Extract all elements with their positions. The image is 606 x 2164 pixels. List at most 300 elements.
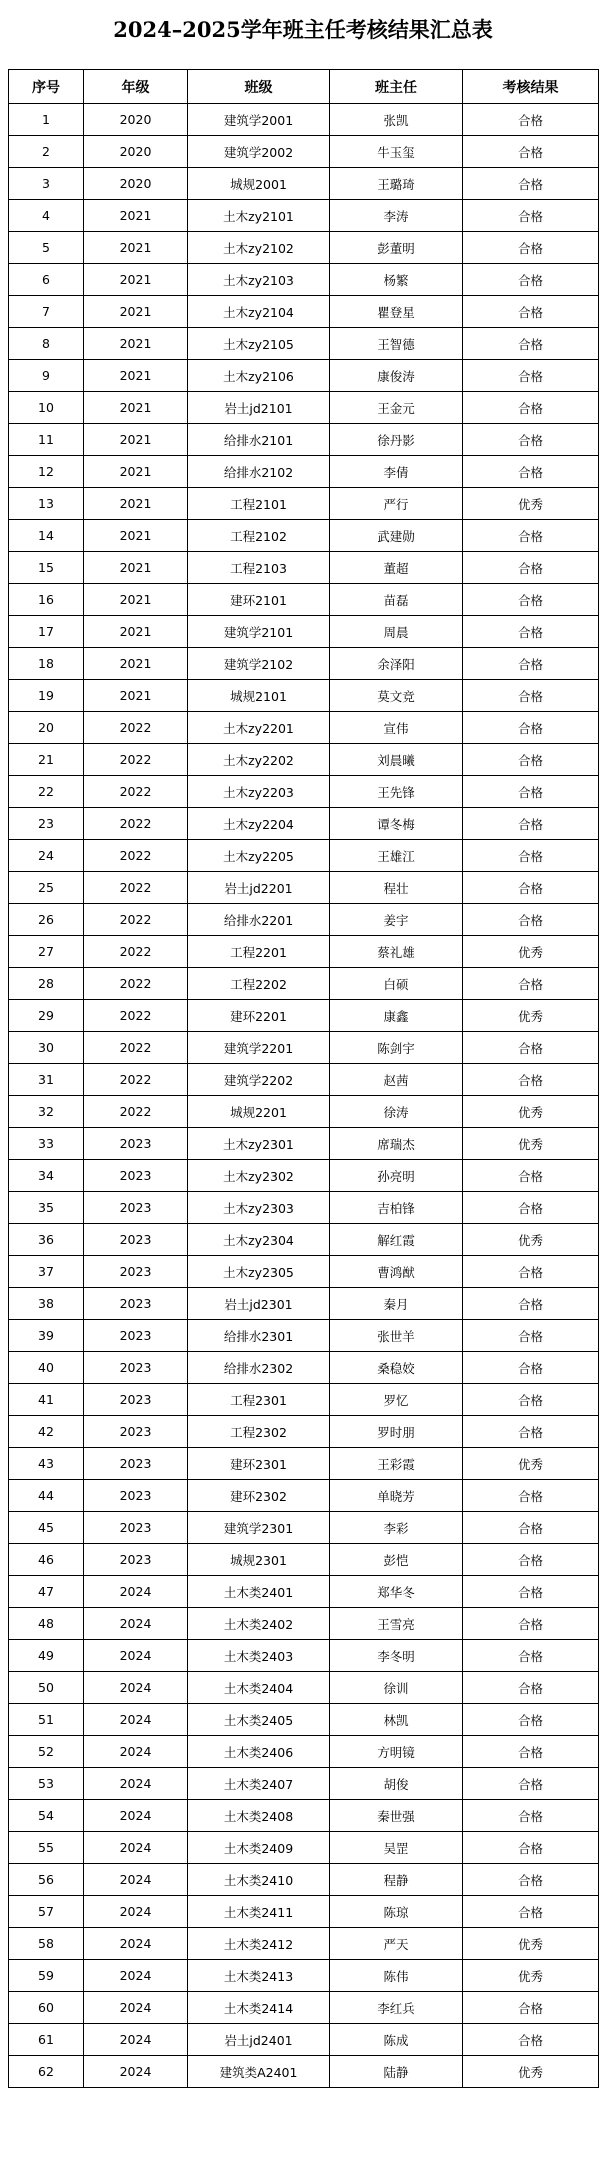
cell-result: 优秀 [463, 1960, 599, 1992]
cell-result: 合格 [463, 1640, 599, 1672]
cell-result: 合格 [463, 1256, 599, 1288]
cell-index: 5 [9, 232, 84, 264]
cell-grade: 2021 [84, 360, 188, 392]
cell-index: 8 [9, 328, 84, 360]
table-row [9, 1544, 599, 1576]
cell-grade: 2024 [84, 1608, 188, 1640]
cell-grade: 2022 [84, 904, 188, 936]
table-row [9, 1608, 599, 1640]
cell-grade: 2023 [84, 1192, 188, 1224]
cell-class: 建环2201 [188, 1000, 330, 1032]
cell-class: 土木类2407 [188, 1768, 330, 1800]
cell-index: 46 [9, 1544, 84, 1576]
cell-index: 21 [9, 744, 84, 776]
cell-class: 土木zy2103 [188, 264, 330, 296]
table-row [9, 776, 599, 808]
cell-teacher: 单晓芳 [330, 1480, 463, 1512]
table-row [9, 1640, 599, 1672]
cell-grade: 2023 [84, 1480, 188, 1512]
cell-index: 55 [9, 1832, 84, 1864]
cell-index: 16 [9, 584, 84, 616]
cell-grade: 2022 [84, 808, 188, 840]
cell-class: 建环2302 [188, 1480, 330, 1512]
cell-class: 工程2101 [188, 488, 330, 520]
table-row [9, 456, 599, 488]
cell-index: 4 [9, 200, 84, 232]
cell-result: 合格 [463, 1768, 599, 1800]
cell-grade: 2021 [84, 424, 188, 456]
cell-grade: 2023 [84, 1448, 188, 1480]
cell-teacher: 陈琼 [330, 1896, 463, 1928]
cell-class: 土木类2413 [188, 1960, 330, 1992]
cell-result: 合格 [463, 360, 599, 392]
cell-teacher: 方明镜 [330, 1736, 463, 1768]
cell-class: 岩土jd2301 [188, 1288, 330, 1320]
cell-class: 工程2202 [188, 968, 330, 1000]
cell-class: 土木类2403 [188, 1640, 330, 1672]
cell-class: 建环2101 [188, 584, 330, 616]
cell-result: 合格 [463, 296, 599, 328]
cell-result: 合格 [463, 872, 599, 904]
cell-index: 42 [9, 1416, 84, 1448]
cell-teacher: 徐训 [330, 1672, 463, 1704]
cell-teacher: 周晨 [330, 616, 463, 648]
cell-teacher: 张凯 [330, 104, 463, 136]
cell-result: 合格 [463, 1704, 599, 1736]
cell-grade: 2024 [84, 1704, 188, 1736]
cell-teacher: 李彩 [330, 1512, 463, 1544]
cell-grade: 2022 [84, 744, 188, 776]
cell-teacher: 吴罡 [330, 1832, 463, 1864]
cell-teacher: 秦世强 [330, 1800, 463, 1832]
cell-result: 合格 [463, 264, 599, 296]
cell-teacher: 王雄江 [330, 840, 463, 872]
table-row [9, 872, 599, 904]
cell-grade: 2020 [84, 104, 188, 136]
cell-grade: 2021 [84, 456, 188, 488]
cell-result: 合格 [463, 1864, 599, 1896]
table-row [9, 1576, 599, 1608]
cell-class: 岩土jd2201 [188, 872, 330, 904]
table-body [9, 104, 599, 2088]
table-row [9, 1256, 599, 1288]
cell-grade: 2022 [84, 1000, 188, 1032]
cell-class: 土木zy2201 [188, 712, 330, 744]
cell-result: 合格 [463, 1992, 599, 2024]
cell-teacher: 彭董明 [330, 232, 463, 264]
cell-grade: 2021 [84, 680, 188, 712]
cell-teacher: 苗磊 [330, 584, 463, 616]
cell-grade: 2024 [84, 1864, 188, 1896]
cell-teacher: 王璐琦 [330, 168, 463, 200]
table-row [9, 584, 599, 616]
cell-index: 15 [9, 552, 84, 584]
cell-class: 工程2201 [188, 936, 330, 968]
cell-class: 城规2301 [188, 1544, 330, 1576]
table-row [9, 808, 599, 840]
cell-index: 25 [9, 872, 84, 904]
cell-result: 优秀 [463, 936, 599, 968]
table-row [9, 200, 599, 232]
cell-index: 18 [9, 648, 84, 680]
cell-index: 40 [9, 1352, 84, 1384]
table-row [9, 968, 599, 1000]
cell-grade: 2021 [84, 520, 188, 552]
cell-class: 给排水2302 [188, 1352, 330, 1384]
table-row [9, 1480, 599, 1512]
table-row [9, 1224, 599, 1256]
cell-class: 土木类2410 [188, 1864, 330, 1896]
cell-grade: 2021 [84, 488, 188, 520]
cell-grade: 2024 [84, 1928, 188, 1960]
table-row [9, 104, 599, 136]
cell-teacher: 解红霞 [330, 1224, 463, 1256]
table-row [9, 1032, 599, 1064]
cell-grade: 2022 [84, 936, 188, 968]
cell-result: 合格 [463, 808, 599, 840]
cell-grade: 2024 [84, 1960, 188, 1992]
table-row [9, 552, 599, 584]
cell-grade: 2024 [84, 2056, 188, 2088]
cell-class: 土木zy2204 [188, 808, 330, 840]
cell-teacher: 余泽阳 [330, 648, 463, 680]
table-row [9, 1320, 599, 1352]
cell-teacher: 李倩 [330, 456, 463, 488]
cell-class: 土木类2412 [188, 1928, 330, 1960]
cell-grade: 2024 [84, 1576, 188, 1608]
cell-grade: 2022 [84, 1064, 188, 1096]
cell-result: 合格 [463, 1192, 599, 1224]
cell-teacher: 曹鸿猷 [330, 1256, 463, 1288]
cell-index: 35 [9, 1192, 84, 1224]
cell-result: 合格 [463, 328, 599, 360]
table-header [9, 70, 599, 104]
cell-grade: 2021 [84, 392, 188, 424]
cell-index: 33 [9, 1128, 84, 1160]
table-row [9, 1128, 599, 1160]
cell-class: 工程2103 [188, 552, 330, 584]
cell-result: 合格 [463, 168, 599, 200]
cell-teacher: 郑华冬 [330, 1576, 463, 1608]
cell-result: 合格 [463, 584, 599, 616]
table-row [9, 1384, 599, 1416]
cell-index: 20 [9, 712, 84, 744]
table-row [9, 1704, 599, 1736]
cell-grade: 2021 [84, 648, 188, 680]
cell-teacher: 李冬明 [330, 1640, 463, 1672]
cell-grade: 2021 [84, 200, 188, 232]
cell-result: 合格 [463, 648, 599, 680]
cell-teacher: 严行 [330, 488, 463, 520]
cell-index: 7 [9, 296, 84, 328]
cell-result: 优秀 [463, 1448, 599, 1480]
table-row [9, 1672, 599, 1704]
cell-grade: 2021 [84, 296, 188, 328]
cell-teacher: 程壮 [330, 872, 463, 904]
table-row [9, 840, 599, 872]
page-title: 2024–2025学年班主任考核结果汇总表 [113, 17, 493, 42]
cell-result: 合格 [463, 1384, 599, 1416]
table-row [9, 1800, 599, 1832]
cell-result: 合格 [463, 2024, 599, 2056]
cell-class: 土木zy2105 [188, 328, 330, 360]
cell-result: 合格 [463, 1320, 599, 1352]
cell-index: 60 [9, 1992, 84, 2024]
cell-class: 土木zy2102 [188, 232, 330, 264]
cell-class: 工程2302 [188, 1416, 330, 1448]
cell-teacher: 谭冬梅 [330, 808, 463, 840]
cell-index: 58 [9, 1928, 84, 1960]
cell-grade: 2021 [84, 264, 188, 296]
cell-class: 岩土jd2101 [188, 392, 330, 424]
table-row [9, 232, 599, 264]
cell-teacher: 孙亮明 [330, 1160, 463, 1192]
cell-index: 47 [9, 1576, 84, 1608]
cell-index: 28 [9, 968, 84, 1000]
cell-grade: 2021 [84, 328, 188, 360]
table-row [9, 616, 599, 648]
table-row [9, 2024, 599, 2056]
cell-index: 56 [9, 1864, 84, 1896]
cell-index: 30 [9, 1032, 84, 1064]
cell-teacher: 王智德 [330, 328, 463, 360]
cell-grade: 2024 [84, 2024, 188, 2056]
cell-class: 建筑学2002 [188, 136, 330, 168]
header-teacher: 班主任 [330, 70, 463, 104]
cell-result: 合格 [463, 1032, 599, 1064]
cell-grade: 2024 [84, 1640, 188, 1672]
cell-grade: 2023 [84, 1416, 188, 1448]
cell-class: 给排水2301 [188, 1320, 330, 1352]
cell-teacher: 李涛 [330, 200, 463, 232]
cell-grade: 2023 [84, 1320, 188, 1352]
cell-index: 2 [9, 136, 84, 168]
table-row [9, 2056, 599, 2088]
cell-result: 合格 [463, 1896, 599, 1928]
cell-class: 土木zy2305 [188, 1256, 330, 1288]
cell-grade: 2023 [84, 1288, 188, 1320]
cell-result: 优秀 [463, 2056, 599, 2088]
cell-teacher: 程静 [330, 1864, 463, 1896]
cell-class: 土木类2404 [188, 1672, 330, 1704]
cell-grade: 2023 [84, 1160, 188, 1192]
table-row [9, 1064, 599, 1096]
cell-grade: 2024 [84, 1896, 188, 1928]
cell-index: 37 [9, 1256, 84, 1288]
cell-class: 建筑学2301 [188, 1512, 330, 1544]
cell-index: 3 [9, 168, 84, 200]
cell-grade: 2023 [84, 1224, 188, 1256]
cell-result: 合格 [463, 1352, 599, 1384]
cell-grade: 2022 [84, 968, 188, 1000]
cell-index: 11 [9, 424, 84, 456]
cell-class: 建筑学2101 [188, 616, 330, 648]
cell-grade: 2021 [84, 552, 188, 584]
cell-result: 合格 [463, 1608, 599, 1640]
cell-index: 29 [9, 1000, 84, 1032]
cell-class: 土木类2405 [188, 1704, 330, 1736]
cell-index: 24 [9, 840, 84, 872]
cell-teacher: 刘晨曦 [330, 744, 463, 776]
cell-index: 50 [9, 1672, 84, 1704]
cell-teacher: 秦月 [330, 1288, 463, 1320]
cell-result: 优秀 [463, 1128, 599, 1160]
table-row [9, 1096, 599, 1128]
cell-class: 建筑学2001 [188, 104, 330, 136]
cell-class: 土木zy2303 [188, 1192, 330, 1224]
cell-class: 土木zy2205 [188, 840, 330, 872]
table-row [9, 136, 599, 168]
table-row [9, 1192, 599, 1224]
cell-grade: 2023 [84, 1128, 188, 1160]
table-row [9, 424, 599, 456]
table-row [9, 1768, 599, 1800]
table-row [9, 1896, 599, 1928]
table-row [9, 488, 599, 520]
cell-result: 合格 [463, 1160, 599, 1192]
cell-index: 41 [9, 1384, 84, 1416]
cell-teacher: 徐丹影 [330, 424, 463, 456]
cell-index: 31 [9, 1064, 84, 1096]
cell-result: 合格 [463, 1736, 599, 1768]
cell-result: 合格 [463, 712, 599, 744]
cell-index: 57 [9, 1896, 84, 1928]
cell-result: 优秀 [463, 1224, 599, 1256]
cell-class: 城规2101 [188, 680, 330, 712]
cell-class: 土木zy2302 [188, 1160, 330, 1192]
cell-index: 6 [9, 264, 84, 296]
cell-grade: 2020 [84, 168, 188, 200]
header-row [9, 70, 599, 104]
cell-grade: 2022 [84, 712, 188, 744]
cell-index: 59 [9, 1960, 84, 1992]
cell-result: 合格 [463, 520, 599, 552]
cell-grade: 2024 [84, 1992, 188, 2024]
cell-index: 61 [9, 2024, 84, 2056]
cell-index: 32 [9, 1096, 84, 1128]
table-row [9, 1832, 599, 1864]
cell-result: 合格 [463, 1288, 599, 1320]
cell-index: 12 [9, 456, 84, 488]
table-row [9, 712, 599, 744]
table-row [9, 264, 599, 296]
result-table [8, 69, 599, 2088]
table-row [9, 520, 599, 552]
table-row [9, 1736, 599, 1768]
table-row [9, 1160, 599, 1192]
cell-result: 合格 [463, 616, 599, 648]
header-grade: 年级 [84, 70, 188, 104]
cell-result: 合格 [463, 1480, 599, 1512]
table-row [9, 1960, 599, 1992]
cell-teacher: 王雪亮 [330, 1608, 463, 1640]
table-row [9, 744, 599, 776]
cell-index: 44 [9, 1480, 84, 1512]
cell-class: 城规2201 [188, 1096, 330, 1128]
cell-result: 合格 [463, 1064, 599, 1096]
table-row [9, 1416, 599, 1448]
cell-class: 岩土jd2401 [188, 2024, 330, 2056]
table-row [9, 392, 599, 424]
cell-result: 优秀 [463, 1928, 599, 1960]
cell-class: 土木类2406 [188, 1736, 330, 1768]
cell-index: 49 [9, 1640, 84, 1672]
cell-teacher: 王先锋 [330, 776, 463, 808]
cell-class: 建环2301 [188, 1448, 330, 1480]
cell-result: 优秀 [463, 1000, 599, 1032]
table-row [9, 168, 599, 200]
cell-index: 62 [9, 2056, 84, 2088]
cell-index: 39 [9, 1320, 84, 1352]
cell-teacher: 蔡礼雄 [330, 936, 463, 968]
cell-teacher: 陈伟 [330, 1960, 463, 1992]
cell-class: 给排水2101 [188, 424, 330, 456]
cell-result: 合格 [463, 1544, 599, 1576]
cell-class: 土木zy2301 [188, 1128, 330, 1160]
cell-class: 工程2301 [188, 1384, 330, 1416]
table-row [9, 296, 599, 328]
cell-class: 土木zy2101 [188, 200, 330, 232]
cell-teacher: 康俊涛 [330, 360, 463, 392]
cell-index: 36 [9, 1224, 84, 1256]
cell-index: 38 [9, 1288, 84, 1320]
cell-grade: 2020 [84, 136, 188, 168]
cell-teacher: 席瑞杰 [330, 1128, 463, 1160]
cell-result: 合格 [463, 104, 599, 136]
cell-teacher: 武建勋 [330, 520, 463, 552]
cell-result: 合格 [463, 200, 599, 232]
cell-result: 合格 [463, 1800, 599, 1832]
cell-class: 土木zy2202 [188, 744, 330, 776]
cell-teacher: 桑稳姣 [330, 1352, 463, 1384]
cell-teacher: 陈成 [330, 2024, 463, 2056]
table-row [9, 1288, 599, 1320]
cell-class: 土木类2401 [188, 1576, 330, 1608]
cell-result: 合格 [463, 840, 599, 872]
cell-class: 建筑类A2401 [188, 2056, 330, 2088]
cell-class: 建筑学2102 [188, 648, 330, 680]
cell-teacher: 罗忆 [330, 1384, 463, 1416]
cell-grade: 2023 [84, 1352, 188, 1384]
cell-index: 52 [9, 1736, 84, 1768]
cell-result: 合格 [463, 424, 599, 456]
cell-teacher: 胡俊 [330, 1768, 463, 1800]
cell-result: 合格 [463, 136, 599, 168]
cell-result: 合格 [463, 1416, 599, 1448]
cell-grade: 2022 [84, 776, 188, 808]
table-row [9, 1000, 599, 1032]
cell-teacher: 牛玉玺 [330, 136, 463, 168]
cell-class: 建筑学2201 [188, 1032, 330, 1064]
cell-grade: 2024 [84, 1800, 188, 1832]
cell-teacher: 张世羊 [330, 1320, 463, 1352]
cell-teacher: 董超 [330, 552, 463, 584]
cell-grade: 2024 [84, 1768, 188, 1800]
cell-grade: 2022 [84, 1096, 188, 1128]
cell-grade: 2022 [84, 1032, 188, 1064]
table-row [9, 1448, 599, 1480]
cell-result: 合格 [463, 776, 599, 808]
cell-class: 土木zy2304 [188, 1224, 330, 1256]
cell-grade: 2022 [84, 872, 188, 904]
cell-teacher: 王彩霞 [330, 1448, 463, 1480]
cell-class: 土木类2408 [188, 1800, 330, 1832]
cell-teacher: 陈剑宇 [330, 1032, 463, 1064]
table-row [9, 1352, 599, 1384]
cell-grade: 2021 [84, 616, 188, 648]
cell-teacher: 罗时朋 [330, 1416, 463, 1448]
cell-result: 合格 [463, 904, 599, 936]
